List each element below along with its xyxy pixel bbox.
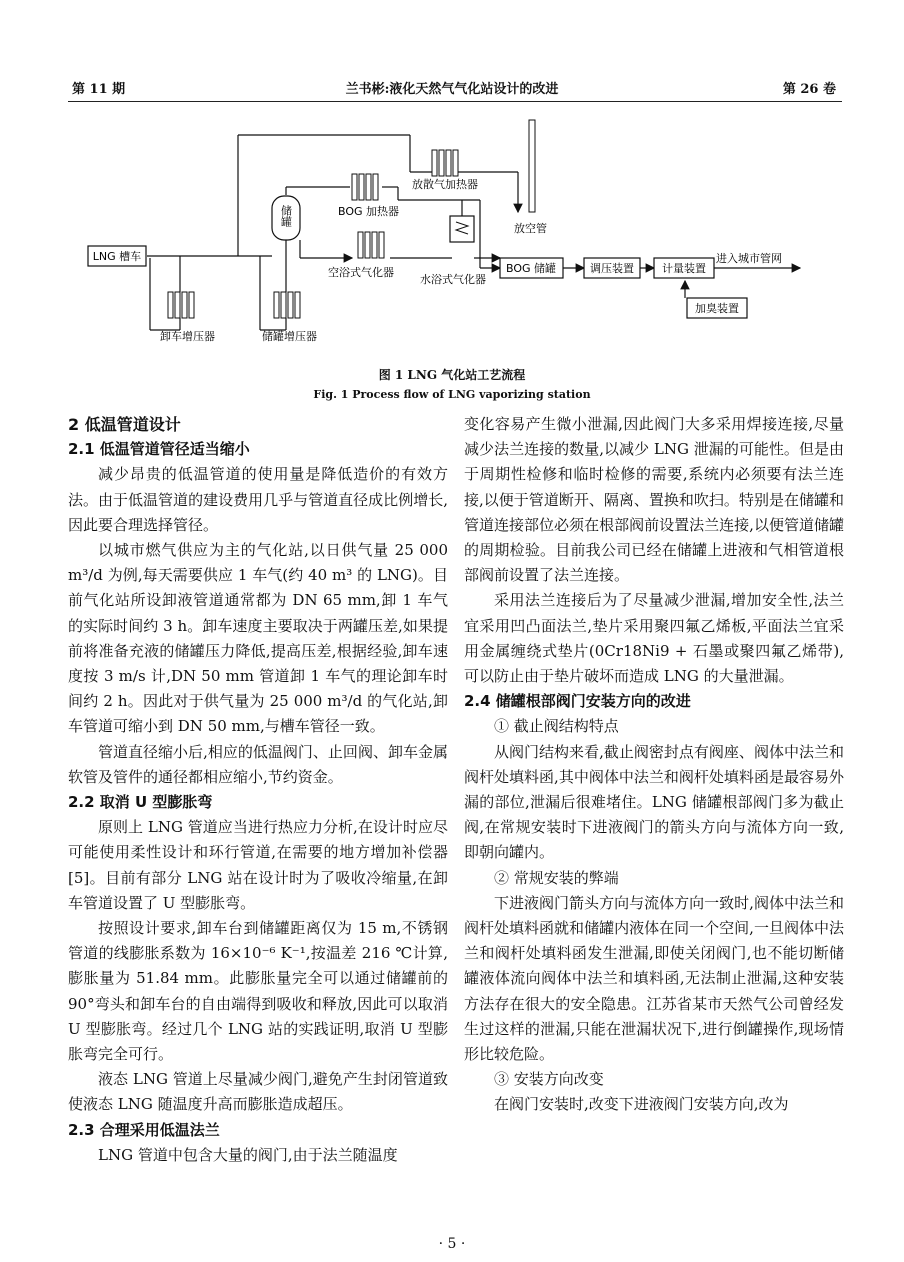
paragraph: 原则上 LNG 管道应当进行热应力分析,在设计时应尽可能使用柔性设计和环行管道,在需要的地方增加补偿器[5]。目前有部分 LNG 站在设计时为了吸收冷缩量,在卸车管道设置了 U 型膨胀弯。 [68,818,448,912]
paragraph: 从阀门结构来看,截止阀密封点有阀座、阀体中法兰和阀杆处填料函,其中阀体中法兰和阀杆处填料函是最容易外漏的部位,泄漏后很难堵住。LNG 储罐根部阀门多为截止阀,在常规安装时下进液阀门的箭头方向与流体方向一致,即朝向罐内。 [464,742,844,862]
section-heading-2-1: 2.1 低温管道管径适当缩小 [68,440,250,459]
section-heading-2-2: 2.2 取消 U 型膨胀弯 [68,793,213,812]
page-number: · 5 · [438,1236,466,1252]
label-to-city: 进入城市管网 [716,252,782,265]
header-rule [68,101,842,102]
label-vent-heater: 放散气加热器 [412,178,478,191]
label-bog-tank: BOG 储罐 [505,262,557,275]
label-air-vaporizer: 空浴式气化器 [328,266,394,279]
label-odorizer: 加臭装置 [695,302,739,315]
figure-caption-en: Fig. 1 Process flow of LNG vaporizing station [313,388,591,401]
header-issue: 第 11 期 [72,82,126,97]
subheading: ① 截止阀结构特点 [494,717,619,736]
label-meter: 计量装置 [662,262,706,275]
paragraph: 液态 LNG 管道上尽量减少阀门,避免产生封闭管道致使液态 LNG 随温度升高而膨胀造成超压。 [68,1070,448,1114]
label-lng-truck: LNG 槽车 [92,250,142,263]
figure-caption-cn: 图 1 LNG 气化站工艺流程 [378,368,526,382]
paragraph: 变化容易产生微小泄漏,因此阀门大多采用焊接连接,尽量减少法兰连接的数量,以减少 LNG 泄漏的可能性。但是由于周期性检修和临时检修的需要,系统内必须要有法兰连接,以便于管道断开、隔离、置换和吹扫。特别是在储罐和管道连接部位必须在根部阀前设置法兰连接,以便管道储罐的周期检验。目前我公司已经在储罐上进液和气相管道根部阀前设置了法兰连接。 [464,415,844,585]
header-volume: 第 26 卷 [782,82,836,97]
label-tank-booster: 储罐增压器 [262,330,317,343]
right-column [464,412,844,1118]
label-unload-booster: 卸车增压器 [160,330,215,343]
label-tank: 储罐 [279,205,293,227]
paragraph: 减少昂贵的低温管道的使用量是降低造价的有效方法。由于低温管道的建设费用几乎与管道直径成比例增长,因此要合理选择管径。 [68,465,448,534]
subheading: ③ 安装方向改变 [494,1070,604,1089]
paragraph: 以城市燃气供应为主的气化站,以日供气量 25 000 m³/d 为例,每天需要供应 1 车气(约 40 m³ 的 LNG)。目前气化站所设卸液管道通常都为 DN 65 mm,卸 1 车气的实际时间约 3 h。卸车速度主要取决于两罐压差,如果提前将准备充液的储罐压力降低,提高压差,根据经验,卸车速度按 3 m/s 计,DN 50 mm 管道卸 1 车气的理论卸车时间约 2 h。因此对于供气量为 25 000 m³/d 的气化站,卸车管道可缩小到 DN 50 mm,与槽车管径一致。 [68,541,448,736]
paragraph: 管道直径缩小后,相应的低温阀门、止回阀、卸车金属软管及管件的通径都相应缩小,节约资金。 [68,742,448,786]
header-title: 兰书彬:液化天然气气化站设计的改进 [345,82,559,97]
label-bog-heater: BOG 加热器 [338,205,400,218]
section-heading-2-3: 2.3 合理采用低温法兰 [68,1120,220,1139]
section-heading-2-4: 2.4 储罐根部阀门安装方向的改进 [464,692,691,711]
paragraph: 在阀门安装时,改变下进液阀门安装方向,改为 [494,1095,789,1114]
section-heading-2: 2 低温管道设计 [68,415,181,434]
label-water-vaporizer: 水浴式气化器 [420,273,486,286]
label-regulator: 调压装置 [590,262,634,275]
left-column [68,412,448,1168]
paragraph: 按照设计要求,卸车台到储罐距离仅为 15 m,不锈钢管道的线膨胀系数为 16×10⁻⁶ K⁻¹,按温差 216 ℃计算,膨胀量为 51.84 mm。此膨胀量完全可以通过储罐前的 90°弯头和卸车台的自由端得到吸收和释放,因此可以取消 U 型膨胀弯。经过几个 LNG 站的实践证明,取消 U 型膨胀弯完全可行。 [68,919,448,1064]
subheading: ② 常规安装的弊端 [494,868,619,887]
paragraph: LNG 管道中包含大量的阀门,由于法兰随温度 [98,1145,398,1164]
process-flow-diagram [0,110,904,355]
label-vent-pipe: 放空管 [514,222,547,235]
paragraph: 采用法兰连接后为了尽量减少泄漏,增加安全性,法兰宜采用凹凸面法兰,垫片采用聚四氟乙烯板,平面法兰宜采用金属缠绕式垫片(0Cr18Ni9 + 石墨或聚四氟乙烯带),可以防止由于垫片破坏而造成 LNG 的大量泄漏。 [464,591,844,686]
paragraph: 下进液阀门箭头方向与流体方向一致时,阀体中法兰和阀杆处填料函就和储罐内液体在同一个空间,一旦阀体中法兰和阀杆处填料函发生泄漏,即使关闭阀门,也不能切断储罐液体流向阀体中法兰和填料函,无法制止泄漏,这种安装方法存在很大的安全隐患。江苏省某市天然气公司曾经发生过这样的泄漏,只能在泄漏状况下,进行倒罐操作,现场情形比较危险。 [464,893,844,1064]
